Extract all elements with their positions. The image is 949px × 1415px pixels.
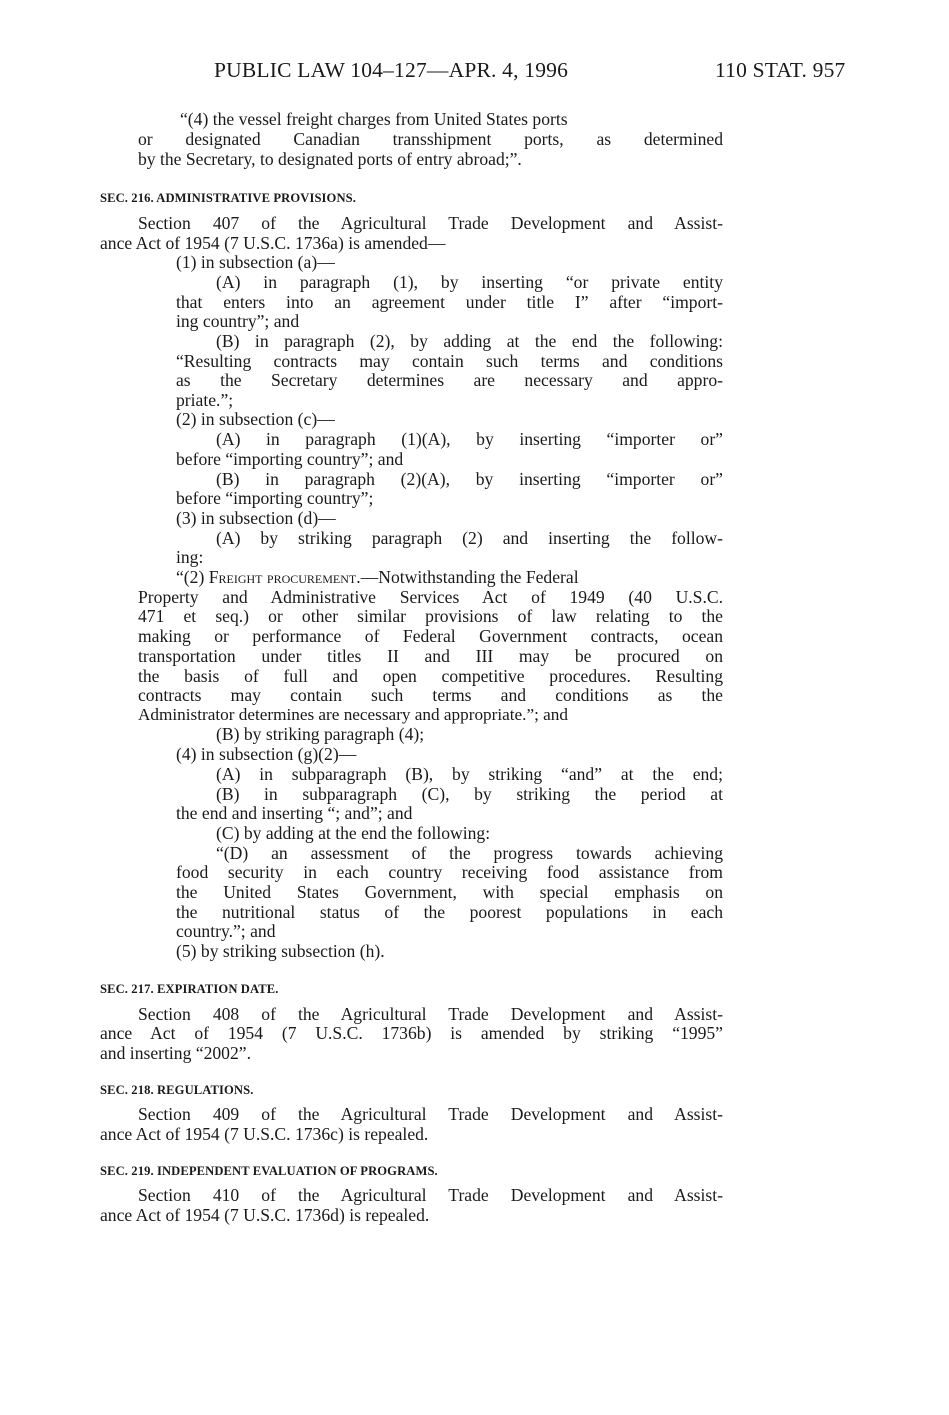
text-line: (5) by striking subsection (h). bbox=[176, 941, 385, 961]
section-heading: SEC. 216. ADMINISTRATIVE PROVISIONS. bbox=[100, 191, 356, 205]
section-heading: SEC. 218. REGULATIONS. bbox=[100, 1083, 254, 1097]
paragraph-number: “(2) bbox=[176, 567, 209, 587]
text-line: (A) by striking paragraph (2) and inserting the follow- bbox=[216, 528, 723, 548]
text-line: contracts may contain such terms and conditions as the bbox=[138, 685, 723, 705]
paragraph-text: .—Notwithstanding the Federal bbox=[356, 567, 579, 587]
text-line: ing: bbox=[176, 547, 204, 567]
text-line: ance Act of 1954 (7 U.S.C. 1736a) is amended— bbox=[100, 233, 446, 253]
text-line: and inserting “2002”. bbox=[100, 1043, 251, 1063]
text-line: transportation under titles II and III may be procured on bbox=[138, 646, 723, 666]
text-line: Section 410 of the Agricultural Trade Development and Assist- bbox=[138, 1185, 723, 1205]
text-line: (1) in subsection (a)— bbox=[176, 252, 335, 272]
text-line: 471 et seq.) or other similar provisions of law relating to the bbox=[138, 606, 723, 626]
text-line: (B) by striking paragraph (4); bbox=[216, 724, 425, 744]
section-heading: SEC. 219. INDEPENDENT EVALUATION OF PROGRAMS. bbox=[100, 1164, 438, 1178]
running-header-stat-page: 110 STAT. 957 bbox=[715, 58, 846, 82]
text-line: country.”; and bbox=[176, 921, 276, 941]
text-line: “(D) an assessment of the progress towards achieving bbox=[216, 843, 723, 863]
text-line: the nutritional status of the poorest populations in each bbox=[176, 902, 723, 922]
paragraph-heading: Freight procurement bbox=[208, 567, 357, 587]
text-line: ance Act of 1954 (7 U.S.C. 1736b) is amended by striking “1995” bbox=[100, 1023, 723, 1043]
text-line: that enters into an agreement under title I” after “import- bbox=[176, 292, 723, 312]
text-line: making or performance of Federal Government contracts, ocean bbox=[138, 626, 723, 646]
text-line: Section 408 of the Agricultural Trade Development and Assist- bbox=[138, 1004, 723, 1024]
text-line: ance Act of 1954 (7 U.S.C. 1736c) is repealed. bbox=[100, 1124, 429, 1144]
text-line: or designated Canadian transshipment ports, as determined bbox=[138, 129, 723, 149]
text-line: (B) in paragraph (2)(A), by inserting “importer or” bbox=[216, 469, 723, 489]
text-line: Section 409 of the Agricultural Trade Development and Assist- bbox=[138, 1104, 723, 1124]
text-line: Section 407 of the Agricultural Trade Development and Assist- bbox=[138, 213, 723, 233]
text-line: the end and inserting “; and”; and bbox=[176, 803, 413, 823]
text-line: “Resulting contracts may contain such terms and conditions bbox=[176, 351, 723, 371]
text-line: (C) by adding at the end the following: bbox=[216, 823, 491, 843]
text-line: before “importing country”; and bbox=[176, 449, 404, 469]
text-line: Property and Administrative Services Act of 1949 (40 U.S.C. bbox=[138, 587, 723, 607]
text-line: Administrator determines are necessary and appropriate.”; and bbox=[138, 705, 568, 724]
text-line: (2) in subsection (c)— bbox=[176, 409, 335, 429]
text-line: before “importing country”; bbox=[176, 488, 374, 508]
text-line: (A) in subparagraph (B), by striking “and” at the end; bbox=[216, 764, 723, 784]
text-line: by the Secretary, to designated ports of entry abroad;”. bbox=[138, 149, 522, 169]
text-line: ing country”; and bbox=[176, 311, 300, 331]
text-line: “(4) the vessel freight charges from United States ports bbox=[180, 109, 568, 129]
text-line: as the Secretary determines are necessary and appro- bbox=[176, 370, 723, 390]
text-line: priate.”; bbox=[176, 390, 234, 410]
text-line: (A) in paragraph (1), by inserting “or private entity bbox=[216, 272, 723, 292]
text-line: food security in each country receiving food assistance from bbox=[176, 862, 723, 882]
section-heading: SEC. 217. EXPIRATION DATE. bbox=[100, 982, 279, 996]
text-line: (4) in subsection (g)(2)— bbox=[176, 744, 357, 764]
text-line: (A) in paragraph (1)(A), by inserting “importer or” bbox=[216, 429, 723, 449]
text-line: (3) in subsection (d)— bbox=[176, 508, 336, 528]
text-line: (B) in paragraph (2), by adding at the end the following: bbox=[216, 331, 723, 351]
text-line: (B) in subparagraph (C), by striking the period at bbox=[216, 784, 723, 804]
text-line: ance Act of 1954 (7 U.S.C. 1736d) is repealed. bbox=[100, 1205, 430, 1225]
text-line: the United States Government, with special emphasis on bbox=[176, 882, 723, 902]
text-line: the basis of full and open competitive procedures. Resulting bbox=[138, 666, 723, 686]
running-header-title: PUBLIC LAW 104–127—APR. 4, 1996 bbox=[214, 58, 569, 82]
text-line bbox=[176, 567, 579, 587]
